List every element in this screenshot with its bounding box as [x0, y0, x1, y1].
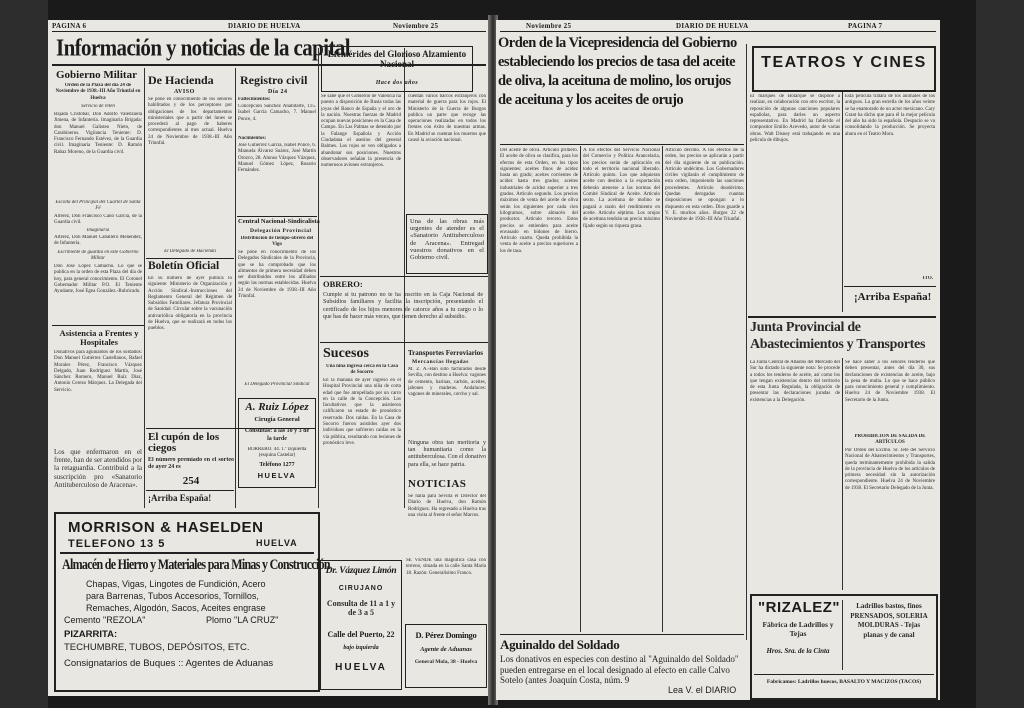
section-rule [844, 286, 936, 287]
junta-col2: Se hace saber a los señores tenderos que deben presentar, antes del día 30, sus declaraciones de existencias de aceite, bajo la pena de multa. Lo que se hace público para conocimiento general y cumplimiento. Huelva 24 de Noviembre 1938. El Secretario de la Junta. [845, 360, 935, 403]
morrison-phone: TELEFONO 13 5 [68, 538, 166, 550]
arriba-espana-right: ¡Arriba España! [854, 291, 932, 303]
hacienda-title: De Hacienda [148, 73, 214, 87]
hacienda-aviso: AVISO [174, 89, 195, 95]
efemerides-col1: Se sabe que el Gobierno de Valencia ha puesto a disposición de Rusia todas las joyas del Banco de España y el oro de la nación. Nuestras fuerzas de Madrid ocupan nuevas posiciones en la Casa de Campo. En Las Palmas se detenido por la Falange Española y Acción Ciudadana el asesino del general Balmes. Los rojos se ven obligados a abandonar sus posiciones. Nuestros observadores señalan la presencia de numerosos aviones extranjeros. [321, 94, 401, 169]
ad-perez-domingo [405, 624, 487, 688]
registro-fallec-body: Concepción Sanchez Anabitarte, 115. Isabel García Camacho, 7. Manuel Ponce, 4. [238, 104, 316, 122]
vazquez-line1: CIRUJANO [338, 585, 384, 592]
column-rule [580, 146, 581, 632]
morrison-rule [60, 552, 314, 554]
vazquez-name: Dr. Vázquez Limón [325, 566, 397, 576]
ruiz-line2: Consultas: a las 10 y 3 de la tarde [244, 428, 310, 442]
morrison-items1: Chapas, Vigas, Lingotes de Fundición, Acero [86, 579, 266, 589]
se-vende: SE VENDE una magnífica casa con terreno, situada en la calle Santa María 18. Razón: Generalísimo Franco. [406, 558, 486, 576]
ruiz-line1: Cirugía General [254, 416, 300, 423]
rizalez-footer: Fabricamos: Ladrillos huecos, BASALTO Y MACIZOS (TACOS) [766, 679, 922, 685]
ruiz-line5: HUELVA [257, 471, 297, 480]
ruiz-line3: BORRERO. 44. 1.º izquierda (esquina Castelar) [247, 447, 307, 459]
gobierno-escolta-body: Alférez, Don Francisco Cano García, de la Guardia civil. [54, 214, 142, 226]
noticias-body: Se halla para Sevilla el Director del Diario de Huelva, don Ramón Rodríguez. Ha regresado a Huelva tras una visita al frente el señor Marcos. [408, 494, 486, 518]
gobierno-title: Gobierno Militar [56, 69, 137, 81]
sanatorio-box [406, 214, 488, 274]
morrison-pizarrita: PIZARRITA: [64, 629, 118, 640]
folio-masthead: DIARIO DE HUELVA [228, 22, 301, 30]
junta-col3: Por Orden del Excmo. Sr. Jefe del Servicio Nacional de Abastecimientos y Transportes, queda terminantemente prohibida la salida de la provincia de Huelva de los artículos de primera necesidad sin la autorización correspondiente. Huelva 24 de Noviembre de 1938. El Secretario Delegado de la Junta. [845, 448, 935, 491]
noticias-title: NOTICIAS [408, 478, 467, 490]
registro-nacim-body: José Gutiérrez García, Isabel Ponce, 6. Manuela Álvarez Suárez, José Martín Orozco, 28. Alonso Vázquez Vázquez, Manuel Gómez López, Rosario Fernández. [238, 143, 316, 174]
rizalez-right: Ladrillos bastos, finos PRENSADOS, SOLERIA MOLDURAS - Tejas planas y de canal [850, 602, 928, 639]
headline-rule [500, 144, 744, 145]
column-rule [662, 146, 663, 632]
aceite-body-col3: Artículo décimo. A los efectos de la orden, los precios se aplicarán a partir del día siguiente de su publicación. Artículo undécimo. Los Gobernadores civiles vigilarán el cumplimiento de esta orden, imponiendo las sanciones procedentes. Artículo duodécimo. Quedan derogadas cuantas disposiciones se opongan a lo dispuesto en esta orden. Dios guarde a V. E. muchos años. Burgos 22 de Noviembre de 1938.-III Año Triunfal. [665, 148, 744, 223]
aceite-body-col1: Del aceite de oliva. Artículo primero. El aceite de oliva se clasifica, para los efectos de esta Orden, en los tipos siguientes: aceites finos de acidez hasta un grado; aceites corrientes de acidez hasta tres grados; aceites industriales de acidez superior a tres grados. Artículo segundo. Los precios máximos de venta del aceite de oliva serán los siguientes por cada cien kilogramos, sobre almacén del productor. Artículo tercero. Estos precios se entienden para aceite envasado en bidones de hierro. Artículo cuarto. Queda prohibida la venta de aceite a precios superiores a los de tasa. [500, 148, 578, 254]
aguinaldo-body: Los donativos en especies con destino al "Aguinaldo del Soldado" pueden entregarse en el local designado al efecto en calle Calvo Sotelo (antes Joaquín Costa, núm. 9 [500, 654, 739, 685]
column-rule [318, 48, 319, 508]
transportes-body: M. Z. A.-Han sido facturados desde Sevilla, con destino a Huelva: vagones de cemento, harinas, carbón, aceites, jabones y maderas. Andaluces: vagones de minerales, corcho y sal. [408, 367, 486, 398]
section-rule [237, 216, 317, 217]
gobierno-escolta: Escolta del Principal del Cuartel de Santa Fé [55, 200, 141, 212]
boletin-title: Boletín Oficial [148, 260, 220, 272]
gobierno-escribiente: Escribiente de guardia en este Gobierno Militar [57, 250, 139, 262]
gobierno-orden: Orden de la Plaza del día 24 de Noviembre de 1938.-III Año Triunfal en Huelva [55, 83, 141, 101]
ruiz-name: A. Ruiz López [245, 401, 309, 413]
cupon-number: 254 [182, 475, 200, 487]
rizalez-name: "RIZALEZ" [758, 599, 841, 616]
teatros-signature: ITO. [922, 276, 933, 281]
vazquez-line5: HUELVA [335, 662, 387, 673]
cupon-title: El cupón de los ciegos [148, 431, 220, 454]
column-rule [842, 92, 843, 312]
registro-dia: Día 24 [268, 89, 288, 95]
asistencia-title: Asistencia a Frentes y Hospitales [59, 328, 139, 347]
ad-vazquez-limon [320, 560, 402, 690]
scan-edge-left [0, 0, 48, 708]
section-rule [146, 258, 234, 259]
section-rule [146, 490, 234, 491]
efemerides-col2: cuentan varios barcos extranjeros con material de guerra para los rojos. El Ministerio de la Guerra de Burgos publica un parte que recoge las operaciones realizadas en todos los frentes con éxito de nuestras armas. En Madrid se cuentan los muertos que causó la aviación nacional. [408, 94, 486, 144]
banner-headline: Información y noticias de la capital [56, 33, 350, 62]
rizalez-divider [842, 600, 843, 670]
asistencia-footer: Los que enfermaron en el frente, han de ser atendidos por la retaguardia. Contribuid a la suscripción pro «Sanatorio Antituberculoso de Aracena». [54, 448, 142, 489]
column-rule [404, 48, 405, 508]
left-page [48, 20, 490, 696]
efemerides-title: Efemérides del Glorioso Alzamiento Nacional [327, 49, 467, 69]
section-rule [146, 428, 316, 429]
folio-masthead: DIARIO DE HUELVA [676, 22, 749, 30]
asistencia-body: Donativos para aguinaldos de los soldados: Don Manuel Gutiérrez Castellanos, Rafael Morales Pérez, Francisco Vázquez Delgado, Juan Rodríguez Martín, José Sánchez Romero, Manuel Ruíz Díaz, Antonio Cerezo Márquez. La Delegada del Servicio. [54, 350, 142, 393]
registro-fallec-label: Fallecimientos: [238, 97, 271, 102]
section-rule [748, 316, 936, 318]
boletin-body: En su número de ayer publica lo siguiente: Ministerio de Organización y Acción Sindical.-Instrucciones del Reglamento General del Régimen de Subsidios Familiares. Jefatura Provincial de Sanidad. Circular sobre la vacunación antivariólica obligatoria en la provincia de Huelva, que se realizará en todos los pueblos. [148, 276, 232, 332]
column-rule [842, 358, 843, 590]
central-title: Central Nacional-Sindicalista [238, 218, 320, 225]
sucesos-sub: Una niña ingresa cerca en la Casa de Socorro [325, 364, 399, 376]
teatros-header [752, 46, 936, 92]
junta-col1: La Junta Central de Abastos del Mercado del Sur ha dictado la siguiente nota: Se procede a todos los tenderos de aceite, así como los que tengan existencias dentro del territorio de esta Junta Regulada, la obligación de presentar las declaraciones juradas de existencias a la Delegación. [750, 360, 840, 403]
gobierno-escribiente-body: Don José López Camacho. Lo que se publica en la orden de esta Plaza del día de hoy, para general conocimiento. El Coronel Gobernador Militar P.O. El Teniente Ayudante, José Egea González.-Rubricado. [54, 264, 142, 295]
efemerides-header [321, 46, 473, 92]
gobierno-servicio: Servicio de retén [81, 104, 115, 109]
morrison-items4b: Plomo "LA CRUZ" [206, 615, 279, 625]
transportes-sub: Mercancías llegadas [412, 359, 469, 365]
scan-edge-right [976, 0, 1024, 708]
section-rule [320, 342, 488, 343]
vazquez-line2: Consulta de 11 a 1 y de 3 a 5 [326, 599, 396, 617]
registro-title: Registro civil [240, 73, 308, 87]
folio-rule [500, 31, 936, 32]
teatros-title: TEATROS Y CINES [761, 54, 927, 71]
perez-line1: Agente de Aduanas [420, 646, 472, 653]
folio-rule [52, 31, 486, 32]
morrison-city: HUELVA [256, 538, 298, 548]
ruiz-line4: Teléfono 1277 [259, 462, 295, 468]
gobierno-imaginaria: Imaginaria [86, 228, 110, 233]
hacienda-firma: El Delegado de Hacienda [164, 249, 216, 254]
vazquez-line4: bajo izquierda [343, 645, 379, 651]
ad-morrison-haselden [54, 512, 330, 692]
obrero-title: OBRERO: [323, 279, 363, 289]
central-sub: Delegación Provincial [250, 228, 312, 234]
column-rule [746, 44, 747, 640]
morrison-items5: TECHUMBRE, TUBOS, DEPÓSITOS, ETC. [64, 642, 250, 653]
rizalez-rule [754, 674, 934, 675]
arriba-espana-left: ¡Arriba España! [148, 493, 212, 503]
folio-page-number: PAGINA 7 [848, 22, 883, 30]
transportes-title: Transportes Ferroviarios [408, 349, 483, 357]
gobierno-body: Bajada Cristóbal, Don Adolfo Valenzuela Jimena, de Infantería. Imaginaria Brigada: don Manuel Galisteo Nieto, de Carabineros. Vigilancia Teniente: D. Francisco Fernando Estévez, de la Guardia civil. Imaginaria Teniente: D. Ramón Rabaz Moreno, de la Guardia civil. [54, 112, 142, 155]
folio-date: Noviembre 25 [526, 22, 572, 30]
ad-ruiz-lopez [238, 398, 316, 488]
perez-line2: General Mola, 38 - Huelva [414, 659, 478, 665]
vazquez-line3: Calle del Puerto, 22 [327, 630, 395, 639]
central-body: Se pone en conocimiento de los Delegados Sindicales de la Provincia, que se ha comprobado que los alimentos de primera necesidad deben ser distribuidos entre los afiliados según las normas establecidas. Huelva 24 de Noviembre de 1938.-III Año Triunfal. [238, 250, 316, 300]
junta-title: Junta Provincial de Abastecimientos y Transportes [750, 320, 926, 352]
hacienda-body: Se pone en conocimiento de los señores habilitados y de los perceptores por obligaciones de los departamentos ministeriales que a partir del lunes se procederá al pago de haberes correspondientes al mes actual. Huelva 24 de Noviembre de 1938.-III Año Triunfal. [148, 97, 232, 147]
central-firma: El Delegado Provincial Sindical [244, 382, 310, 387]
registro-nacim-label: Nacimientos: [238, 136, 267, 141]
ad-rizalez [750, 594, 938, 700]
ninguna-obra: Ninguna obra tan meritoria y tan humanitaria como la antituberculosa. Con el donativo para ella, se hace patria. [408, 440, 486, 468]
aguinaldo-title: Aguinaldo del Soldado [500, 637, 620, 652]
rizalez-line2: Hros. Sra. de la Cinta [766, 647, 830, 655]
junta-prohibicion: PROHIBICIÓN DE SALIDA DE ARTÍCULOS [854, 434, 926, 446]
section-rule [500, 634, 744, 635]
efemerides-sub: Hace dos años [375, 80, 419, 86]
perez-name: D. Pérez Domingo [415, 630, 477, 640]
gobierno-imaginaria-body: Alférez, Don Manuel Caballero Menéndez, de Infantería. [54, 235, 142, 247]
lea-diario: Lea V. el DIARIO [668, 685, 737, 695]
morrison-headline: Almacén de Hierro y Materiales para Minas y Construcción [62, 555, 330, 573]
aceite-body-col2: A los efectos del Servicio Nacional del Comercio y Política Arancelaria, los precios serán de aplicación en todo el territorio nacional liberado. Artículo quinto. Los que adquieran aceite con destino a la exportación deberán atenerse a las normas del Comité Sindical de Aceite. Artículo sexto. La aceituna de molino se pagará a razón del rendimiento en aceite. Artículo séptimo. Los orujos de aceituna tendrán un precio máximo fijado según su riqueza grasa. [583, 148, 660, 229]
morrison-items3: Remaches, Algodón, Sacos, Aceites engrase [86, 603, 266, 613]
morrison-items2: para Barrenas, Tubos Accesorios, Tornillos, [86, 591, 259, 601]
morrison-name: MORRISON & HASELDEN [68, 519, 264, 536]
morrison-items6: Consignatarios de Buques :: Agentes de Aduanas [64, 658, 274, 669]
column-rule [235, 68, 236, 508]
aceite-headline: Orden de la Vicepresidencia del Gobierno estableciendo los precios de tasa del aceite de oliva, la aceituna de molino, los orujos de aceituna y los aceites de orujo [498, 35, 737, 108]
teatros-col2: Esta película tratará de los animales de los antiguos. La gran estrella de los años veinte se ha enamorado de un actor mexicano. Cary Grant ha dicho que para él la mejor película del año ha sido la española. Despacio se va consolidando la producción. Se proyecta ahora en el Teatro Mora. [845, 94, 935, 137]
cupon-body: El número premiado en el sorteo de ayer 24 es [148, 457, 234, 471]
teatros-col1: El marqués de Bolarque se dispone a realizar, en colaboración con otro escritor, la reposición de algunas canciones populares españolas, para darles un aspecto representativo. En Madrid ha fallecido el compositor Emilio Acevedo, autor de varias obras. Walt Disney está trabajando en una película de dibujos. [750, 94, 840, 144]
rizalez-line1: Fábrica de Ladrillos y Tejas [762, 620, 834, 638]
section-rule [320, 276, 488, 277]
folio-date: Noviembre 25 [393, 22, 439, 30]
morrison-items4a: Cemento "REZOLA" [64, 615, 146, 625]
sanatorio-text: Una de las obras más urgentes de atender es el «Sanatorio Antituberculoso de Aracena». Entregad vuestros donativos en el Gobierno civil. [410, 218, 484, 262]
sucesos-title: Sucesos [323, 346, 369, 361]
central-sub2: Distribución de tiempo-obrero del Vigo [240, 236, 314, 248]
obrero-body: Cumple si tu patrono no te ha inscrito en la Caja Nacional de Subsidios familiares y facilita la inscripción, presentando el certificado de los hijos menores de catorce años a tu cargo o lo que has de hacer más veces, que tienen derecho al subsidio. [323, 292, 483, 321]
column-rule [144, 68, 145, 508]
folio-page-number: PAGINA 6 [52, 22, 87, 30]
section-rule [52, 325, 144, 326]
right-page [496, 20, 940, 700]
sucesos-body: En la mañana de ayer ingresó en el Hospital Provincial una niña de corta edad que fue atropellada por un carro en la calle de la Concepción. Los facultativos que la asistieron calificaron su estado de pronóstico reservado. Dos caídas. En la Casa de Socorro fueron asistidos ayer dos individuos que sufrieron caídas en la vía pública, resultando con lesiones de pronóstico leve. [323, 378, 401, 446]
